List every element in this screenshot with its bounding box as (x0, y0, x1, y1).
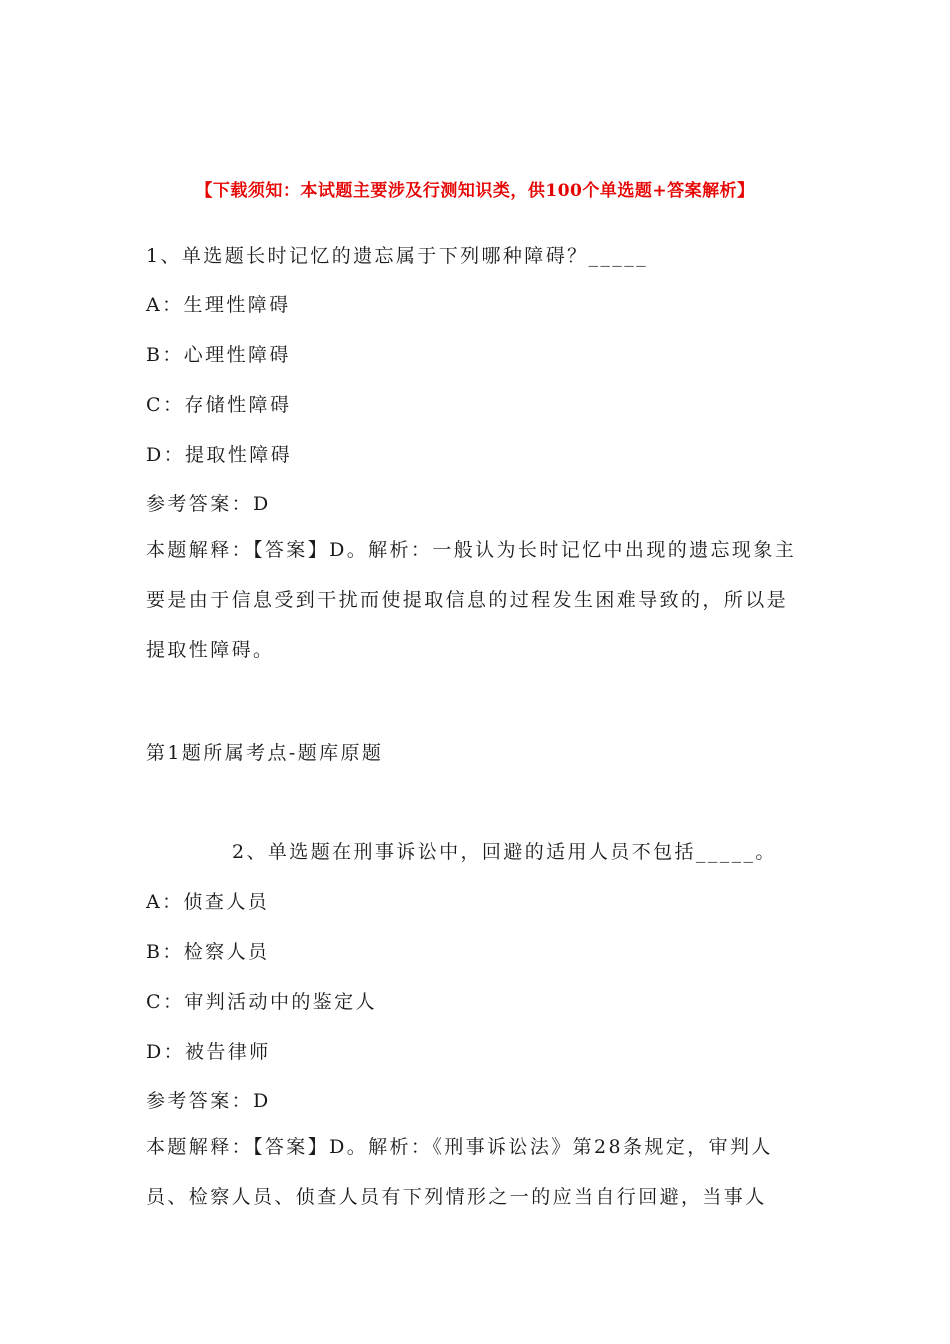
q1-option-a: A：生理性障碍 (146, 294, 291, 316)
question-1: 1、单选题长时记忆的遗忘属于下列哪种障碍？_____ (146, 245, 648, 267)
q2-option-b: B：检察人员 (146, 941, 270, 963)
q1-answer: 参考答案：D (146, 493, 271, 515)
q2-option-c: C：审判活动中的鉴定人 (146, 991, 377, 1013)
q1-explanation: 本题解释：【答案】D。解析：一般认为长时记忆中出现的遗忘现象主要是由于信息受到干扰而使提取信息的过程发生困难导致的，所以是提取性障碍。 (146, 539, 797, 661)
q1-option-d: D：提取性障碍 (146, 444, 293, 466)
download-notice: 【下载须知：本试题主要涉及行测知识类，供100个单选题+答案解析】 (195, 181, 755, 201)
q2-explanation: 本题解释：【答案】D。解析：《刑事诉讼法》第28条规定，审判人员、检察人员、侦查人员有下列情形之一的应当自行回避，当事人 (146, 1136, 773, 1208)
q1-option-b: B：心理性障碍 (146, 344, 291, 366)
q2-option-a: A：侦查人员 (146, 891, 270, 913)
q1-option-c: C：存储性障碍 (146, 394, 292, 416)
q2-option-d: D：被告律师 (146, 1041, 271, 1063)
q2-answer: 参考答案：D (146, 1090, 271, 1112)
q1-source: 第1题所属考点-题库原题 (146, 742, 384, 764)
question-2: 2、单选题在刑事诉讼中，回避的适用人员不包括_____。 (232, 841, 777, 863)
